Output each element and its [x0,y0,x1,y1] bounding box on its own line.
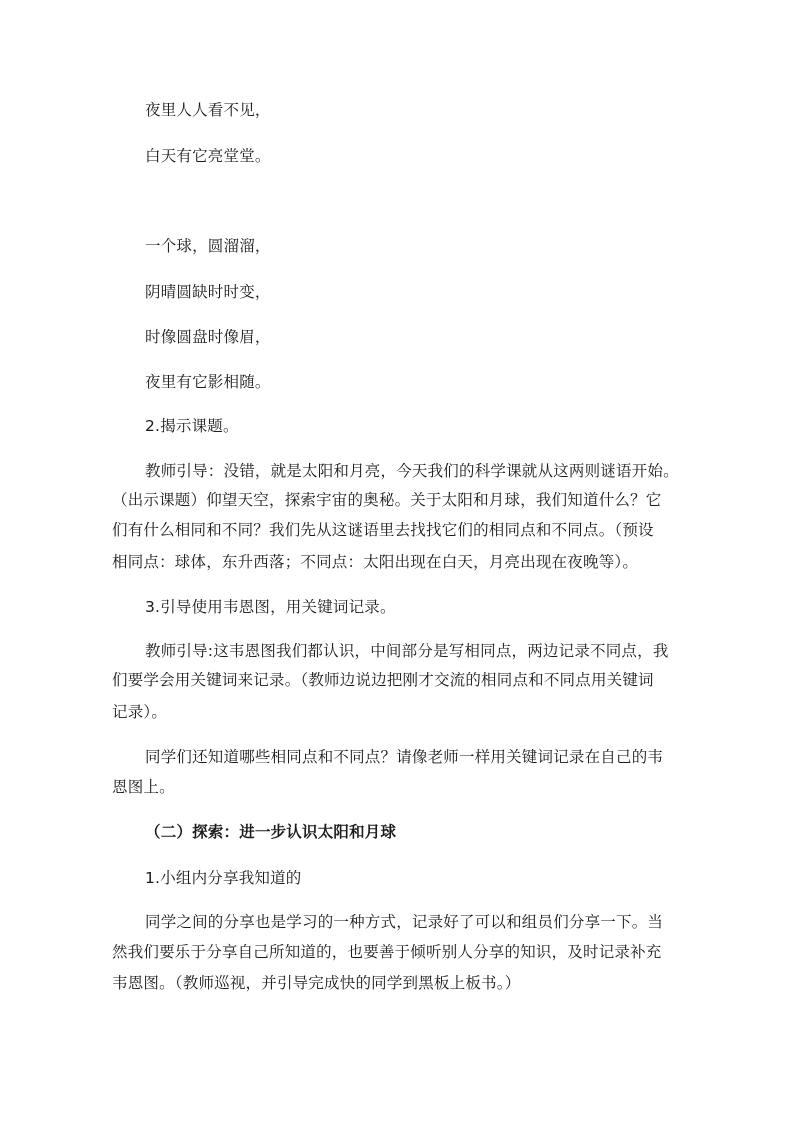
riddle-sun-line-2: 白天有它亮堂堂。 [145,147,271,165]
step2-para-line: 教师引导：没错，就是太阳和月亮，今天我们的科学课就从这两则谜语开始。 [145,462,679,480]
step3-heading: 3.引导使用韦恩图，用关键词记录。 [145,598,396,616]
riddle-moon-line-1: 一个球，圆溜溜， [145,237,271,255]
step2-para-line: （出示课题）仰望天空，探索宇宙的奥秘。关于太阳和月球，我们知道什么？它 [112,491,662,509]
step3-para2-line: 同学们还知道哪些相同点和不同点？请像老师一样用关键词记录在自己的韦 [145,748,664,766]
step3-para2-line: 恩图上。 [112,778,175,796]
riddle-moon-line-3: 时像圆盘时像眉， [145,328,271,346]
step3-para1-line: 记录）。 [112,703,168,721]
step3-para1-line: 教师引导:这韦恩图我们都认识，中间部分是写相同点，两边记录不同点，我 [145,642,669,660]
riddle-moon-line-4: 夜里有它影相随。 [145,373,271,391]
step3-para1-line: 们要学会用关键词来记录。（教师边说边把刚才交流的相同点和不同点用关键词 [112,671,654,689]
riddle-moon-line-2: 阴晴圆缺时时变， [145,283,271,301]
section2-para-line: 韦恩图。（教师巡视，并引导完成快的同学到黑板上板书。） [112,974,521,992]
riddle-sun-line-1: 夜里人人看不见， [145,101,271,119]
step2-para-line: 相同点：球体，东升西落；不同点：太阳出现在白天，月亮出现在夜晚等）。 [112,553,639,571]
section2-heading: （二）探索：进一步认识太阳和月球 [145,823,397,841]
step2-heading: 2.揭示课题。 [145,417,239,435]
section2-para-line: 然我们要乐于分享自己所知道的，也要善于倾听别人分享的知识，及时记录补充 [112,943,662,961]
step2-para-line: 们有什么相同和不同？我们先从这谜语里去找找它们的相同点和不同点。（预设 [112,521,654,539]
section2-sub1: 1.小组内分享我知道的 [145,869,302,887]
section2-para-line: 同学之间的分享也是学习的一种方式，记录好了可以和组员们分享一下。当 [145,913,664,931]
